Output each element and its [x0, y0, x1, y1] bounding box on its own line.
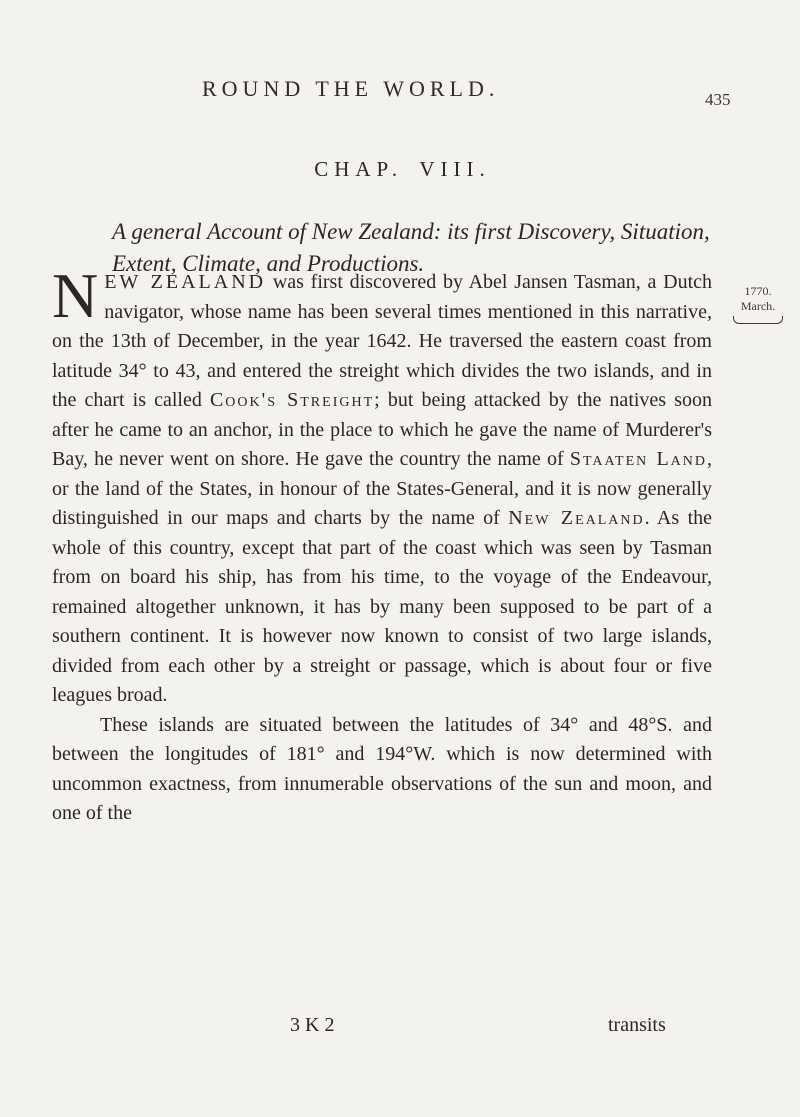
chapter-heading: [0, 157, 800, 182]
paragraph-1-text-c: , or the land of the States, in honour of the States-General, and it is now generally distinguished in our maps and charts by the name of: [52, 448, 712, 529]
margin-note: [733, 284, 783, 324]
catchword: transits: [608, 1014, 666, 1036]
cooks-streight: Cook's Streight: [209, 389, 375, 411]
opening-words: EW ZEALAND: [104, 271, 267, 293]
paragraph-1-text-a: was first discovered by Abel Jansen Tasman, a Dutch navigator, whose name has been several times mentioned in this narrative, on the 13th of December, in the year 1642. He traversed the eastern coast from latitude 34° to 43, and entered the streight which divides the two islands, and in the chart is called: [52, 271, 712, 411]
paragraph-1: [52, 260, 712, 711]
page-number: 435: [705, 90, 731, 109]
margin-month: March.: [740, 299, 776, 313]
chapter-label: CHAP.: [314, 157, 404, 181]
signature-mark: 3 K 2: [290, 1014, 335, 1036]
paragraph-1-text-b: ; but being attacked by the natives soon after he came to an anchor, in the place to which he gave the name of Murderer's Bay, he never went on shore. He gave the country the name of: [52, 389, 712, 470]
body-text: [52, 260, 712, 829]
staaten-land: Staaten Land: [569, 448, 707, 470]
drop-cap: N: [52, 260, 99, 331]
chapter-number: VIII.: [419, 157, 491, 181]
new-zealand: New Zealand: [508, 507, 645, 529]
running-head: ROUND THE WORLD.: [202, 76, 500, 101]
paragraph-2: These islands are situated between the latitudes of 34° and 48°S. and between the longitudes of 181° and 194°W. which is now determined with uncommon exactness, from innumerable observations of the sun and moon, and one of the: [52, 713, 712, 824]
margin-brace: [733, 316, 783, 324]
margin-year: 1770.: [744, 284, 772, 298]
chapter-subtitle: A general Account of New Zealand: its first Discovery, Situation, Extent, Climate, and Productions.: [112, 219, 710, 276]
paragraph-1-text-d: . As the whole of this country, except that part of the coast which was seen by Tasman from on board his ship, has from his time, to the voyage of the Endeavour, remained altogether unknown, it has by many been supposed to be part of a southern continent. It is however now known to consist of two large islands, divided from each other by a streight or passage, which is about four or five leagues broad.: [52, 507, 712, 706]
